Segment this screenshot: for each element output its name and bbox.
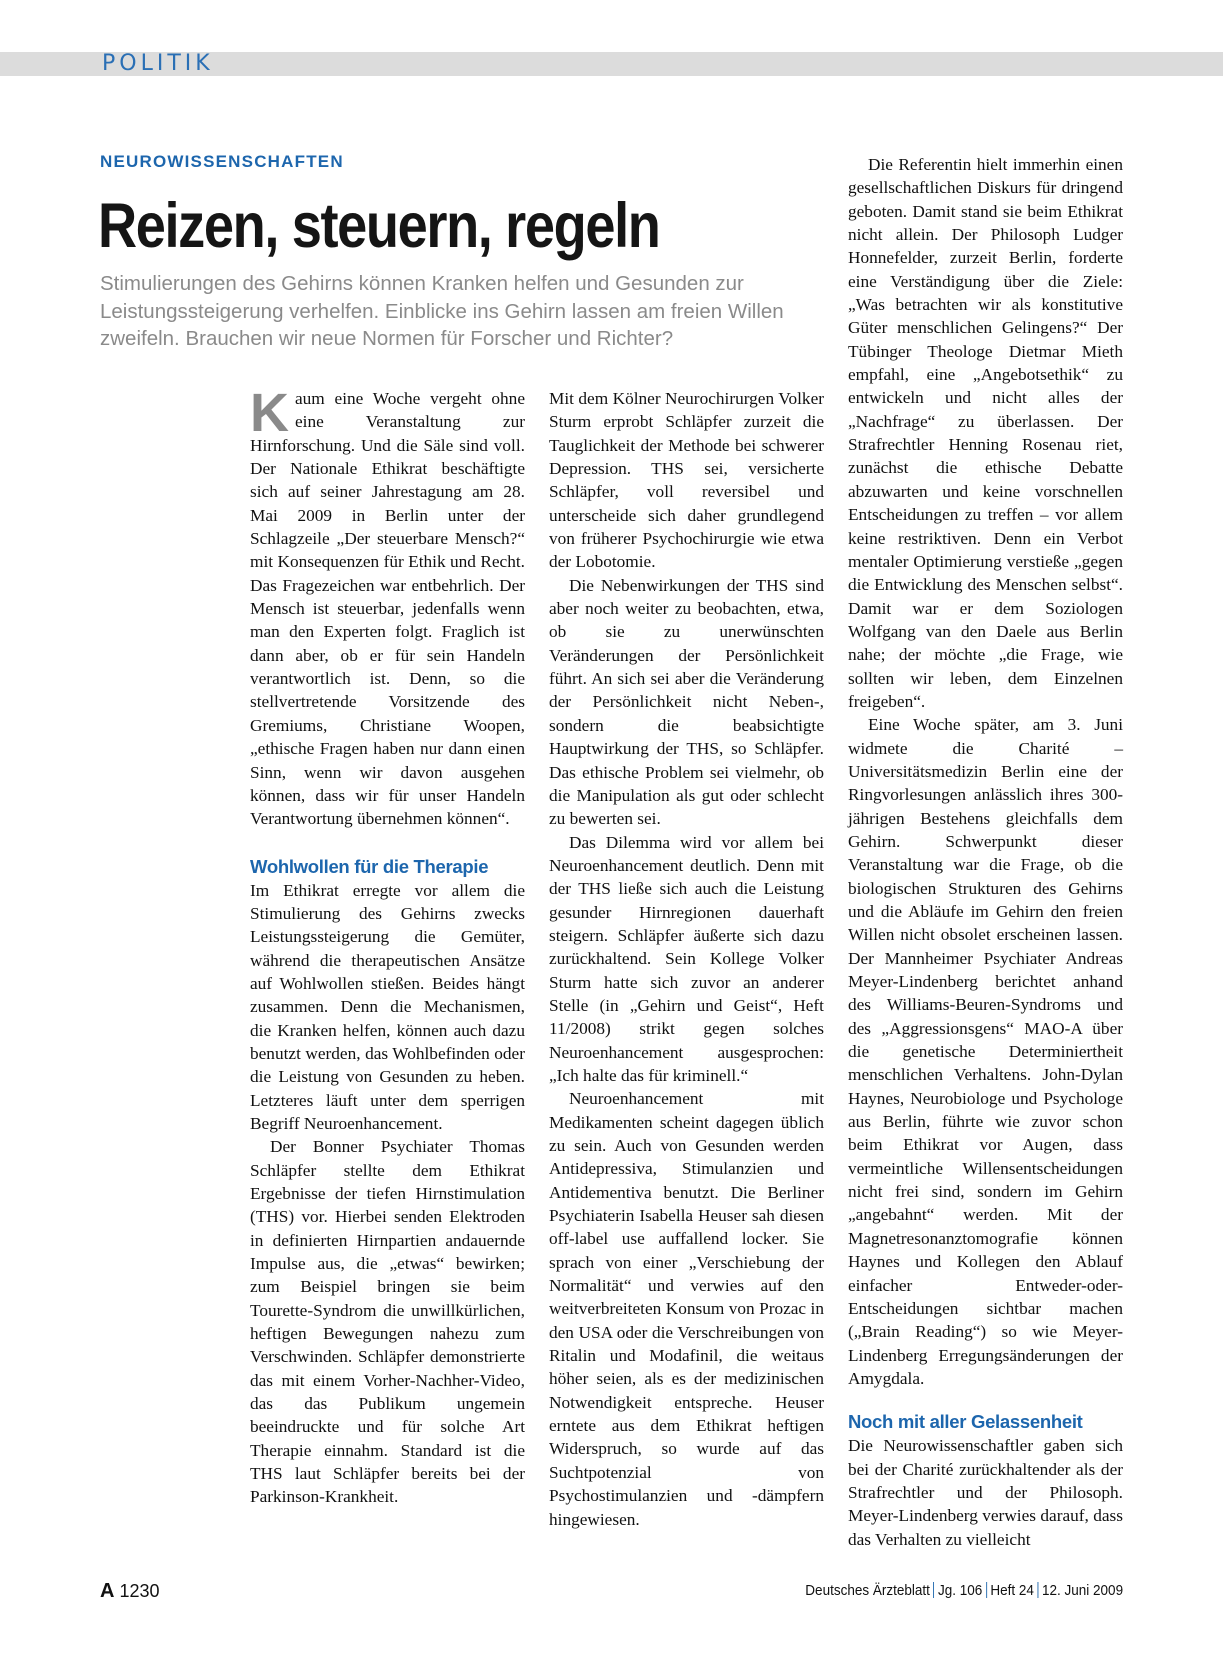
- paragraph: Die Nebenwirkungen der THS sind aber noch weiter zu beobachten, etwa, ob sie zu unerwünschten Veränderungen der Persönlichkeit führt. An sich sei aber die Veränderung der Persönlichkeit nicht Neben-, sondern die beabsichtigte Hauptwirkung der THS, so Schläpfer. Das ethische Problem sei vielmehr, ob die Manipulation als gut oder schlecht zu bewerten sei.: [549, 575, 824, 829]
- journal-date: 12. Juni 2009: [1041, 1582, 1123, 1599]
- page-prefix: A: [100, 1580, 115, 1602]
- journal-issue: Heft 24: [990, 1582, 1034, 1599]
- paragraph: Die Neurowissenschaftler gaben sich bei der Charité zurückhaltender als der Strafrechtler und der Philosoph. Meyer-Lindenberg verwies darauf, dass das Verhalten zu vielleicht: [848, 1436, 1123, 1549]
- subheading: Noch mit aller Gelassenheit: [848, 1411, 1083, 1433]
- divider: [986, 1582, 987, 1598]
- divider: [933, 1582, 934, 1598]
- journal-name: Deutsches Ärzteblatt: [805, 1582, 930, 1599]
- paragraph: Mit dem Kölner Neurochirurgen Volker Sturm erprobt Schläpfer zurzeit die Tauglichkeit der Methode bei schwerer Depression. THS sei, versicherte Schläpfer, voll reversibel und unterscheide sich daher grundlegend von früherer Psychochirurgie wie etwa der Lobotomie.: [549, 389, 824, 572]
- article-kicker: NEUROWISSENSCHAFTEN: [100, 152, 344, 171]
- column-3: [848, 153, 1123, 1551]
- section-label: POLITIK: [102, 51, 214, 76]
- drop-cap: K: [250, 383, 289, 443]
- publication-info: [805, 1582, 1123, 1599]
- paragraph: Neuroenhancement mit Medikamenten scheint dagegen üblich zu sein. Auch von Gesunden werden Antidepressiva, Stimulanzien und Antidementiva benutzt. Die Berliner Psychiaterin Isabella Heuser sah diesen off-label use auffallend locker. Sie sprach von einer „Verschiebung der Normalität“ und verwies auf den weitverbreiteten Konsum von Prozac in den USA oder die Verschreibungen von Ritalin und Modafinil, die weitaus höher seien, als es der medizinischen Notwendigkeit entspreche. Heuser erntete aus dem Ethikrat heftigen Widerspruch, so wurde auf das Suchtpotenzial von Psychostimulanzien und -dämpfern hingewiesen.: [549, 1089, 824, 1529]
- paragraph: Im Ethikrat erregte vor allem die Stimulierung des Gehirns zwecks Leistungssteigerung die Gemüter, während die therapeutischen Ansätze auf Wohlwollen stießen. Beides hängt zusammen. Denn die Mechanismen, die Kranken helfen, können auch dazu benutzt werden, das Wohlbefinden oder die Leistung von Gesunden zu heben. Letzteres läuft unter dem sperrigen Begriff Neuroenhancement.: [250, 880, 525, 1133]
- journal-volume: Jg. 106: [937, 1582, 983, 1599]
- subheading: Wohlwollen für die Therapie: [250, 855, 489, 877]
- column-1: [250, 383, 525, 1509]
- article-title: Reizen, steuern, regeln: [98, 191, 660, 261]
- article-deck: Stimulierungen des Gehirns können Kranken helfen und Gesunden zur Leistungssteigerung verhelfen. Einblicke ins Gehirn lassen am freien Willen zweifeln. Brauchen wir neue Normen für Forscher und Richter?: [100, 272, 784, 350]
- page-number-value: 1230: [119, 1581, 160, 1601]
- paragraph: [250, 383, 525, 831]
- paragraph-text: aum eine Woche vergeht ohne eine Veranstaltung zur Hirnforschung. Und die Säle sind voll. Der Nationale Ethikrat beschäftigte sich auf seiner Jahrestagung am 28. Mai 2009 in Berlin unter der Schlagzeile „Der steuerbare Mensch?“ mit Konsequenzen für Ethik und Recht. Das Fragezeichen war entbehrlich. Der Mensch ist steuerbar, jedenfalls wenn man den Experten folgt. Fraglich ist dann aber, ob er für sein Handeln verantwortlich ist. Denn, so die stellvertretende Vorsitzende des Gremiums, Christiane Woopen, „ethische Fragen haben nur dann einen Sinn, wenn wir davon ausgehen können, dass wir für unser Handeln Verantwortung übernehmen können“.: [250, 389, 525, 829]
- paragraph: Das Dilemma wird vor allem bei Neuroenhancement deutlich. Denn mit der THS ließe sich auch die Leistung gesunder Hirnregionen dauerhaft steigern. Schläpfer äußerte sich dazu zurückhaltend. Sein Kollege Volker Sturm hatte sich zuvor an anderer Stelle (in „Gehirn und Geist“, Heft 11/2008) strikt gegen solches Neuroenhancement ausgesprochen: „Ich halte das für kriminell.“: [549, 832, 824, 1085]
- divider: [1037, 1582, 1038, 1598]
- page-number: [100, 1580, 160, 1603]
- paragraph: Eine Woche später, am 3. Juni widmete die Charité – Universitätsmedizin Berlin eine der Ringvorlesungen anlässlich ihres 300-jährigen Bestehens gleichfalls dem Gehirn. Schwerpunkt dieser Veranstaltung war die Frage, ob die biologischen Strukturen des Gehirns und die Abläufe im Gehirn den freien Willen nicht obsolet erscheinen lassen. Der Mannheimer Psychiater Andreas Meyer-Lindenberg berichtet anhand des Williams-Beuren-Syndroms und des „Aggressionsgens“ MAO-A über die genetische Determiniertheit menschlichen Verhaltens. John-Dylan Haynes, Neurobiologe und Psychologe aus Berlin, führte wie zuvor schon beim Ethikrat vor Augen, dass vermeintliche Willensentscheidungen nicht frei sind, sondern im Gehirn „angebahnt“ werden. Mit der Magnetresonanztomografie können Haynes und Kollegen den Ablauf einfacher Entweder-oder-Entscheidungen sichtbar machen („Brain Reading“) so wie Meyer-Lindenberg Erregungsänderungen der Amygdala.: [848, 715, 1123, 1388]
- paragraph: Der Bonner Psychiater Thomas Schläpfer stellte dem Ethikrat Ergebnisse der tiefen Hirnstimulation (THS) vor. Hierbei senden Elektroden in definierten Hirnpartien andauernde Impulse aus, die „etwas“ bewirken; zum Beispiel bringen sie beim Tourette-Syndrom die unwillkürlichen, heftigen Bewegungen nahezu zum Verschwinden. Schläpfer demonstrierte das mit einem Vorher-Nachher-Video, das das Publikum ungemein beeindruckte und für solche Art Therapie einnahm. Standard ist die THS laut Schläpfer bereits bei der Parkinson-Krankheit.: [250, 1137, 525, 1507]
- column-2: [549, 387, 824, 1531]
- paragraph: Die Referentin hielt immerhin einen gesellschaftlichen Diskurs für dringend geboten. Damit stand sie beim Ethikrat nicht allein. Der Philosoph Ludger Honnefelder, zurzeit Berlin, forderte eine Verständigung über die Ziele: „Was betrachten wir als konstitutive Güter menschlichen Gelingens?“ Der Tübinger Theologe Dietmar Mieth empfahl, eine „Angebotsethik“ zu entwickeln und nicht alles der „Nachfrage“ zu überlassen. Der Strafrechtler Henning Rosenau riet, zunächst die ethische Debatte abzuwarten und keine vorschnellen Entscheidungen zu treffen – vor allem keine restriktiven. Denn ein Verbot mentaler Optimierung verstieße „gegen die Entwicklung des Menschen selbst“. Damit war er dem Soziologen Wolfgang van den Daele aus Berlin nahe; der möchte „die Frage, wie sollten wir leben, dem Einzelnen freigeben“.: [848, 155, 1123, 711]
